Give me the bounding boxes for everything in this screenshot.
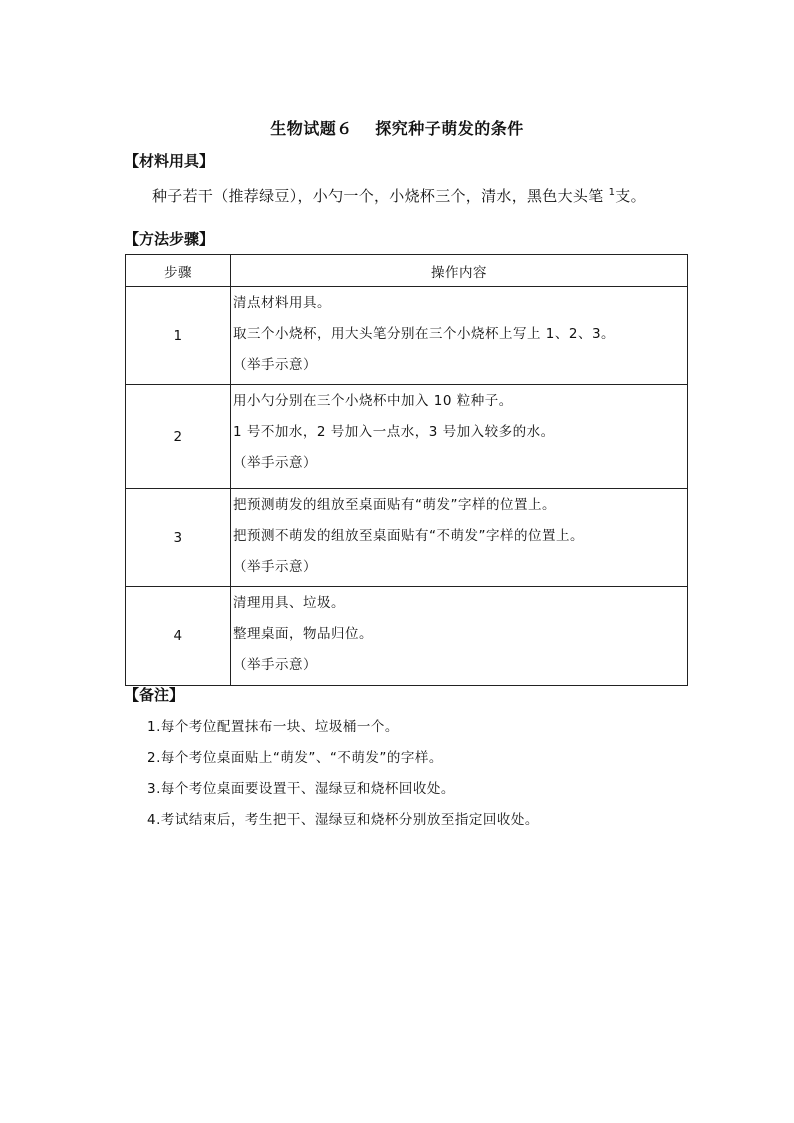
step-line: （举手示意）: [233, 559, 317, 575]
step-line: 取三个小烧杯，用大头笔分别在三个小烧杯上写上 1、2、3。: [233, 326, 616, 342]
step-number: 3: [126, 489, 231, 587]
note-item: 4.考试结束后，考生把干、湿绿豆和烧杯分别放至指定回收处。: [147, 812, 539, 828]
table-row: [126, 489, 688, 587]
materials-heading: 【材料用具】: [124, 152, 215, 170]
table-row: [126, 385, 688, 489]
step-content: [231, 587, 688, 686]
notes-heading: 【备注】: [124, 686, 185, 704]
header-content: 操作内容: [231, 255, 688, 287]
step-content: [231, 287, 688, 385]
step-line: 用小勺分别在三个小烧杯中加入 10 粒种子。: [233, 393, 513, 409]
notes-list: [147, 715, 539, 839]
materials-text-end: 支。: [615, 187, 646, 205]
step-line: 清点材料用具。: [233, 295, 331, 311]
step-number: 4: [126, 587, 231, 686]
steps-table: [125, 254, 688, 686]
step-line: 整理桌面，物品归位。: [233, 626, 373, 642]
materials-text-main: 种子若干（推荐绿豆），小勺一个，小烧杯三个，清水，黑色大头笔: [152, 187, 604, 205]
materials-text: [152, 185, 646, 206]
step-content: [231, 489, 688, 587]
method-heading: 【方法步骤】: [124, 230, 215, 248]
step-line: 把预测萌发的组放至桌面贴有“萌发”字样的位置上。: [233, 497, 556, 513]
table-header-row: [126, 255, 688, 287]
header-step: 步骤: [126, 255, 231, 287]
step-line: 把预测不萌发的组放至桌面贴有“不萌发”字样的位置上。: [233, 528, 584, 544]
note-item: 2.每个考位桌面贴上“萌发”、“不萌发”的字样。: [147, 750, 443, 766]
step-line: （举手示意）: [233, 657, 317, 673]
step-number: 2: [126, 385, 231, 489]
step-line: （举手示意）: [233, 455, 317, 471]
step-number: 1: [126, 287, 231, 385]
page-title: 生物试题６ 探究种子萌发的条件: [270, 119, 524, 138]
step-line: 清理用具、垃圾。: [233, 595, 345, 611]
note-item: 1.每个考位配置抹布一块、垃圾桶一个。: [147, 719, 399, 735]
note-item: 3.每个考位桌面要设置干、湿绿豆和烧杯回收处。: [147, 781, 455, 797]
step-line: 1 号不加水，2 号加入一点水，3 号加入较多的水。: [233, 424, 555, 440]
materials-superscript: 1: [608, 187, 616, 198]
step-content: [231, 385, 688, 489]
table-row: [126, 587, 688, 686]
table-row: [126, 287, 688, 385]
step-line: （举手示意）: [233, 357, 317, 373]
